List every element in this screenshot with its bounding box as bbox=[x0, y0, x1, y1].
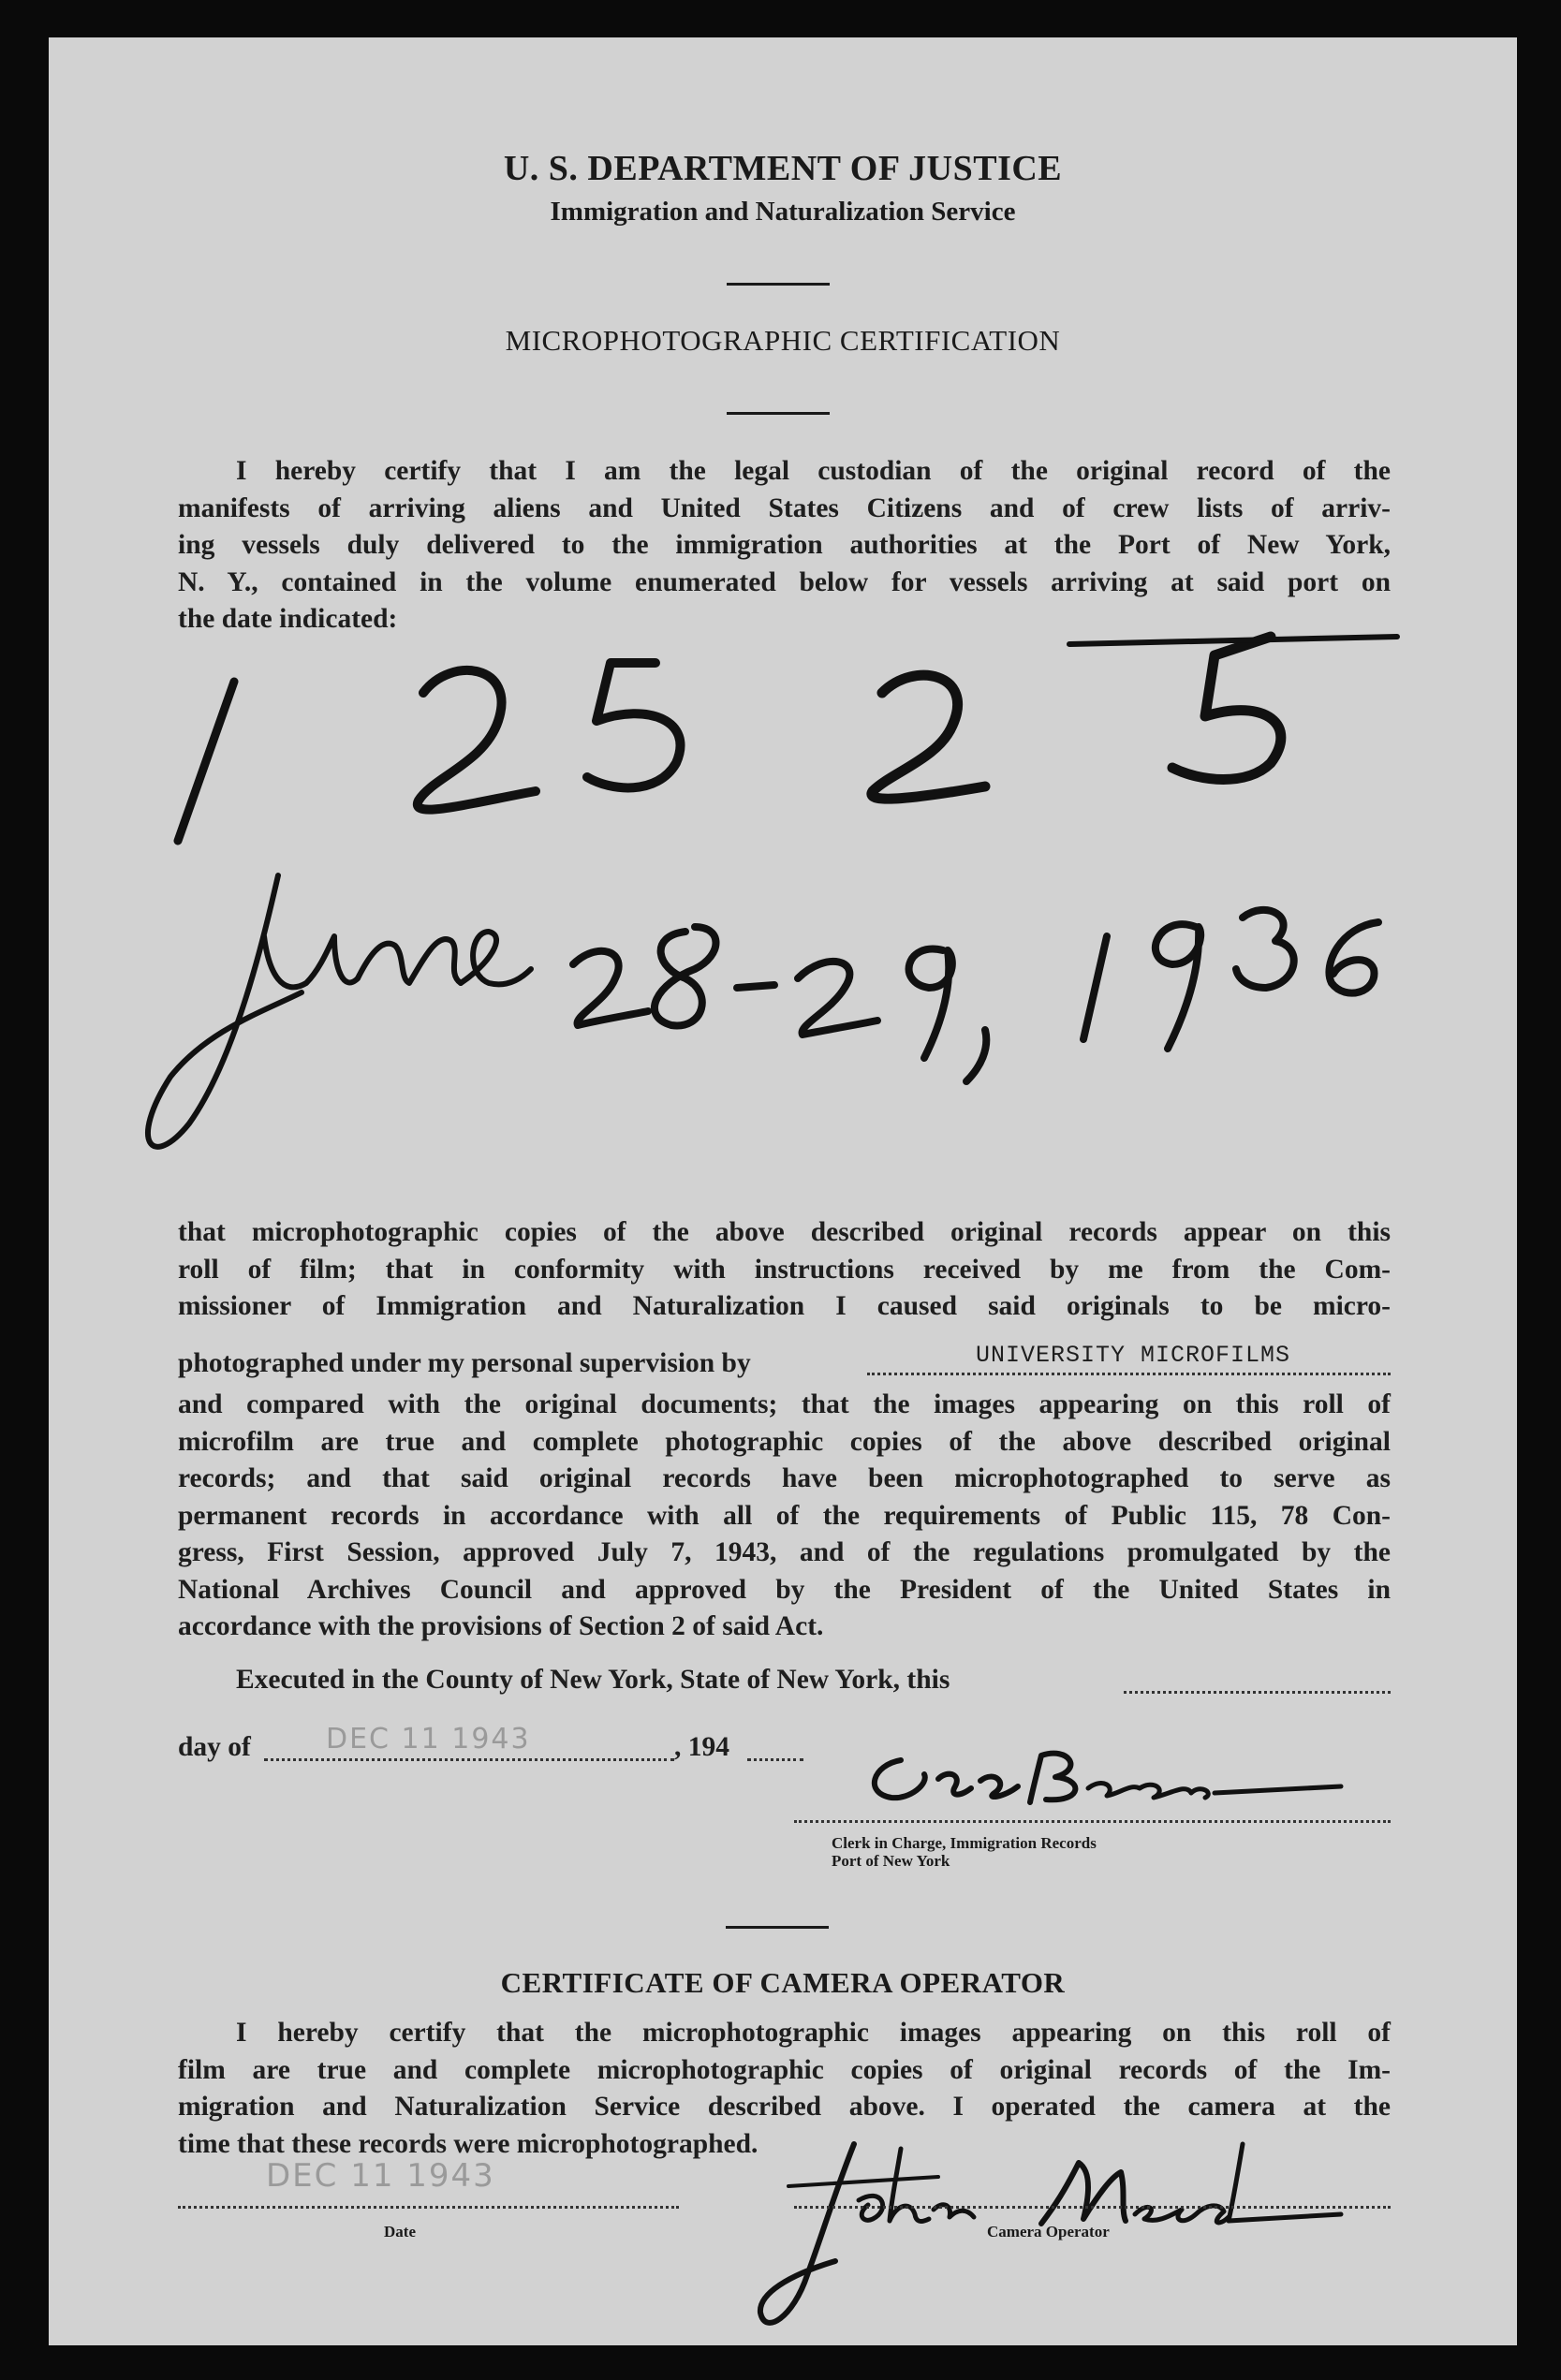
executed-dotted-line bbox=[1124, 1691, 1391, 1694]
service-subheading: Immigration and Naturalization Service bbox=[550, 197, 1016, 227]
microfilm-company: UNIVERSITY MICROFILMS bbox=[976, 1342, 1291, 1369]
operator-label: Camera Operator bbox=[987, 2223, 1110, 2240]
supervision-line bbox=[178, 1344, 1391, 1382]
day-of-line bbox=[178, 1723, 833, 1770]
executed-line bbox=[178, 1665, 1391, 1702]
intro-line: N. Y., contained in the volume enumerated below for vessels arriving at said port on bbox=[178, 566, 1391, 597]
body-line: gress, First Session, approved July 7, 1943, and of the regulations promulgated by the bbox=[178, 1537, 1391, 1567]
body-line: and compared with the original documents; that the images appearing on this roll of bbox=[178, 1389, 1391, 1419]
executed-text: Executed in the County of New York, State of New York, this bbox=[236, 1665, 950, 1695]
body-line: that microphotographic copies of the above described original records appear on this bbox=[178, 1217, 1391, 1247]
intro-line: ing vessels duly delivered to the immigration authorities at the Port of New York, bbox=[178, 530, 1391, 560]
clerk-title-line1: Clerk in Charge, Immigration Records bbox=[832, 1834, 1097, 1852]
operator-dotted-line bbox=[794, 2206, 1391, 2209]
body-line: National Archives Council and approved by the President of the United States in bbox=[178, 1574, 1391, 1605]
department-heading: U. S. DEPARTMENT OF JUSTICE bbox=[503, 149, 1063, 188]
body-line: microfilm are true and complete photographic copies of the above described original bbox=[178, 1426, 1391, 1457]
date-label: Date bbox=[384, 2223, 416, 2240]
body-line: permanent records in accordance with all of the requirements of Public 115, 78 Con- bbox=[178, 1500, 1391, 1531]
body-line: roll of film; that in conformity with instructions received by me from the Com- bbox=[178, 1254, 1391, 1285]
clerk-signature bbox=[854, 1741, 1378, 1816]
camera-line: time that these records were microphotographed. bbox=[178, 2128, 758, 2159]
day-of-label: day of bbox=[178, 1732, 251, 1762]
body-line: records; and that said original records have been microphotographed to serve as bbox=[178, 1463, 1391, 1493]
section-divider bbox=[726, 1926, 829, 1929]
operator-signature bbox=[732, 2135, 1369, 2350]
year-prefix: , 194 bbox=[674, 1732, 729, 1762]
body-paragraph bbox=[178, 1214, 1391, 1326]
clerk-title-line2: Port of New York bbox=[832, 1852, 950, 1870]
camera-line: migration and Naturalization Service described above. I operated the camera at the bbox=[178, 2092, 1391, 2122]
body-line: missioner of Immigration and Naturalization I caused said originals to be micro- bbox=[178, 1291, 1391, 1321]
clerk-signature-line bbox=[794, 1820, 1391, 1823]
year-dotted-line bbox=[747, 1758, 803, 1761]
certification-title: MICROPHOTOGRAPHIC CERTIFICATION bbox=[505, 324, 1061, 357]
date-dotted-line bbox=[178, 2206, 679, 2209]
intro-line: the date indicated: bbox=[178, 604, 398, 634]
camera-line: film are true and complete microphotographic copies of original records of the Im- bbox=[178, 2054, 1391, 2085]
day-of-date-stamp: DEC 11 1943 bbox=[326, 1723, 531, 1756]
intro-line: I hereby certify that I am the legal custodian of the original record of the bbox=[236, 456, 1391, 486]
camera-certificate-title: CERTIFICATE OF CAMERA OPERATOR bbox=[500, 1966, 1066, 1999]
intro-line: manifests of arriving aliens and United States Citizens and of crew lists of arriv- bbox=[178, 492, 1391, 523]
camera-line: I hereby certify that the microphotographic images appearing on this roll of bbox=[236, 2018, 1391, 2048]
day-of-dotted-line bbox=[264, 1758, 674, 1761]
supervision-prefix: photographed under my personal supervision by bbox=[178, 1348, 751, 1378]
body-line: accordance with the provisions of Section 2 of said Act. bbox=[178, 1611, 824, 1641]
handwritten-volume-and-date bbox=[49, 37, 1517, 1255]
camera-date-stamp: DEC 11 1943 bbox=[266, 2157, 495, 2195]
body-paragraph-continued bbox=[178, 1387, 1391, 1646]
certificate-page bbox=[49, 37, 1517, 2345]
supervision-dotted-line bbox=[867, 1373, 1391, 1375]
